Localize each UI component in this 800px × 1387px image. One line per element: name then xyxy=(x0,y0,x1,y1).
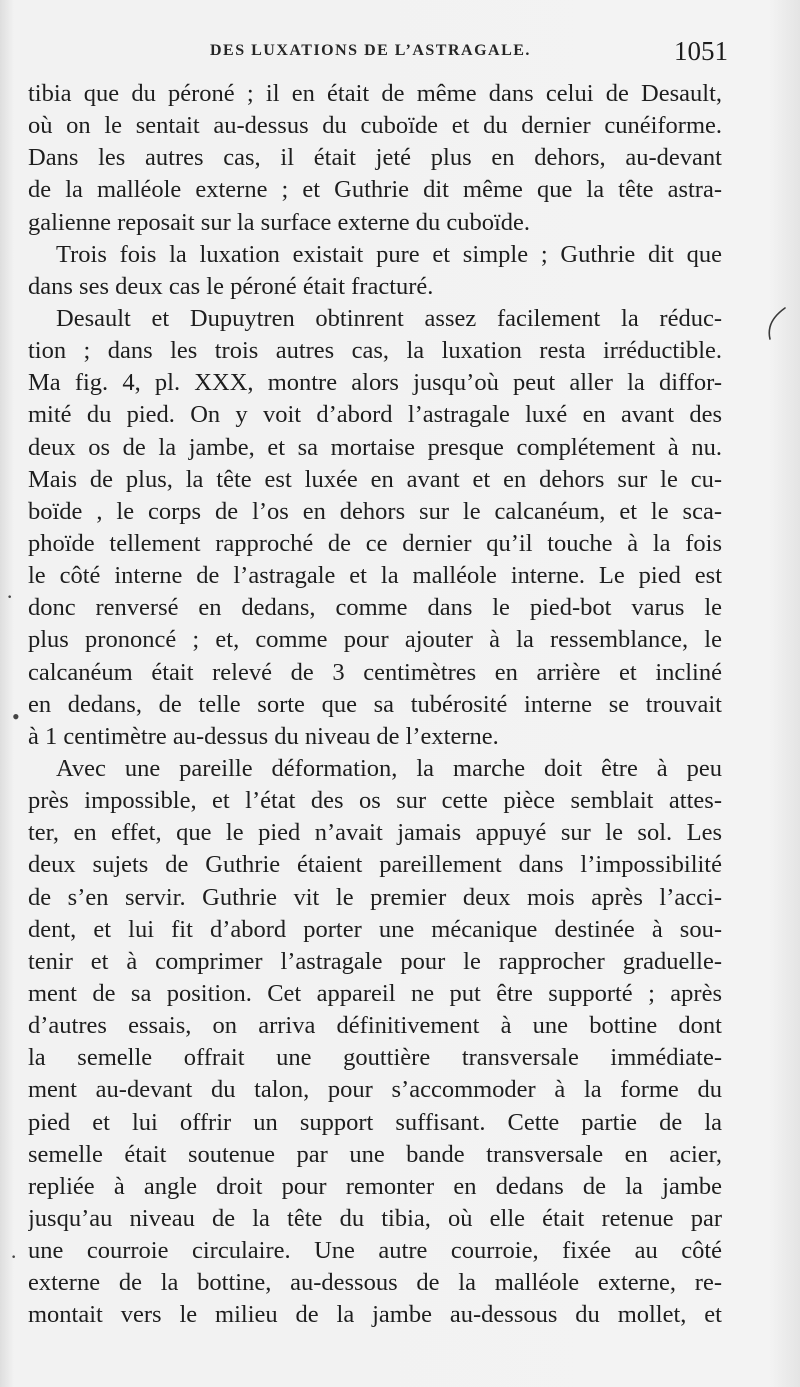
margin-speck: • xyxy=(12,704,20,729)
text-line: jusqu’au niveau de la tête du tibia, où elle était retenue par xyxy=(28,1204,722,1232)
text-line: où on le sentait au-dessus du cuboïde et du dernier cunéiforme. xyxy=(28,112,722,140)
running-title: DES LUXATIONS DE L’ASTRAGALE. xyxy=(210,42,531,59)
text-line: mité du pied. On y voit d’abord l’astragale luxé en avant des xyxy=(28,401,722,429)
text-line: tibia que du péroné ; il en était de même dans celui de Desault, xyxy=(28,80,722,107)
text-line: deux os de la jambe, et sa mortaise presque complétement à nu. xyxy=(28,433,722,461)
text-line: pied et lui offrir un support suffisant. Cette partie de la xyxy=(28,1108,722,1136)
margin-speck: · xyxy=(6,584,14,609)
text-line: tion ; dans les trois autres cas, la luxation resta irréductible. xyxy=(28,337,722,365)
text-line: phoïde tellement rapproché de ce dernier qu’il touche à la fois xyxy=(28,529,722,557)
text-line: galienne reposait sur la surface externe du cuboïde. xyxy=(28,208,531,236)
text-line: d’autres essais, on arriva définitivement à une bottine dont xyxy=(28,1012,722,1040)
text-line: dans ses deux cas le péroné était fracturé. xyxy=(28,272,434,300)
text-line: en dedans, de telle sorte que sa tubérosité interne se trouvait xyxy=(28,690,722,718)
text-line: Trois fois la luxation existait pure et simple ; Guthrie dit que xyxy=(56,240,722,268)
text-line: externe de la bottine, au-dessous de la malléole externe, re- xyxy=(28,1269,722,1297)
text-line: plus prononcé ; et, comme pour ajouter à la ressemblance, le xyxy=(28,626,722,654)
text-line: de s’en servir. Guthrie vit le premier deux mois après l’acci- xyxy=(28,883,722,911)
text-line: donc renversé en dedans, comme dans le pied-bot varus le xyxy=(28,594,722,622)
text-line: à 1 centimètre au-dessus du niveau de l’externe. xyxy=(28,722,499,750)
text-line: dent, et lui fit d’abord porter une mécanique destinée à sou- xyxy=(28,915,722,943)
page-number: 1051 xyxy=(674,36,728,66)
text-line: ter, en effet, que le pied n’avait jamais appuyé sur le sol. Les xyxy=(28,819,722,847)
text-line: montait vers le milieu de la jambe au-dessous du mollet, et xyxy=(28,1301,722,1329)
text-line: tenir et à comprimer l’astragale pour le rapprocher graduelle- xyxy=(28,947,722,975)
text-line: la semelle offrait une gouttière transversale immédiate- xyxy=(28,1044,722,1072)
text-line: près impossible, et l’état des os sur cette pièce semblait attes- xyxy=(28,787,722,815)
text-line: boïde , le corps de l’os en dehors sur le calcanéum, et le sca- xyxy=(28,497,722,525)
text-line: Mais de plus, la tête est luxée en avant et en dehors sur le cu- xyxy=(28,465,722,493)
body-text xyxy=(28,78,722,1331)
text-line: une courroie circulaire. Une autre courroie, fixée au côté xyxy=(28,1237,722,1265)
page-header xyxy=(210,36,730,70)
text-line: Avec une pareille déformation, la marche doit être à peu xyxy=(56,754,722,782)
text-line: semelle était soutenue par une bande transversale en acier, xyxy=(28,1140,722,1168)
text-line: Dans les autres cas, il était jeté plus en dehors, au-devant xyxy=(28,144,722,172)
text-line: ment de sa position. Cet appareil ne put être supporté ; après xyxy=(28,979,722,1007)
text-line: ment au-devant du talon, pour s’accommoder à la forme du xyxy=(28,1076,722,1104)
text-line: de la malléole externe ; et Guthrie dit même que la tête astra- xyxy=(28,176,722,204)
text-line: calcanéum était relevé de 3 centimètres en arrière et incliné xyxy=(28,658,722,686)
text-line: Ma fig. 4, pl. XXX, montre alors jusqu’où peut aller la diffor- xyxy=(28,369,722,397)
text-line: Desault et Dupuytren obtinrent assez facilement la réduc- xyxy=(56,304,722,332)
text-line: repliée à angle droit pour remonter en dedans de la jambe xyxy=(28,1172,722,1200)
text-line: le côté interne de l’astragale et la malléole interne. Le pied est xyxy=(28,562,722,590)
margin-pencil-mark xyxy=(766,305,788,343)
margin-speck: · xyxy=(10,1244,18,1269)
text-line: deux sujets de Guthrie étaient pareillement dans l’impossibilité xyxy=(28,851,722,879)
